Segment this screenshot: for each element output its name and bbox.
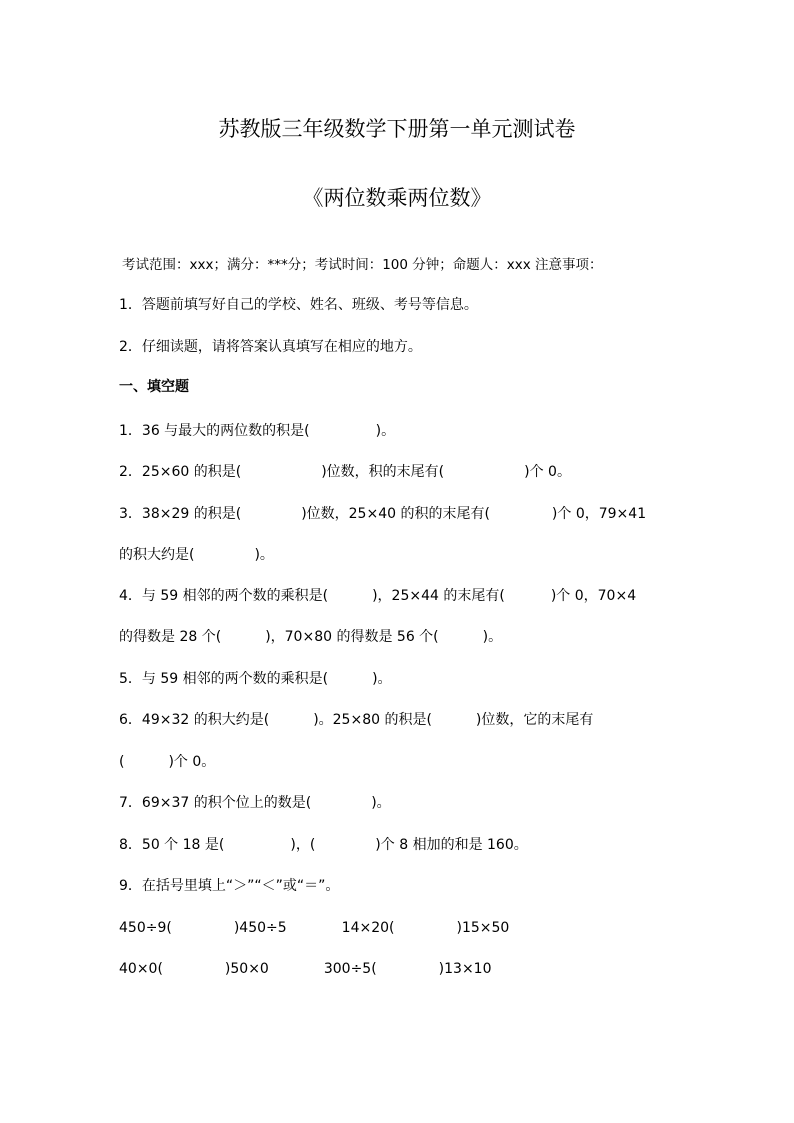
question-text: 5．与 59 相邻的两个数的乘积是( [119, 671, 329, 687]
question-8 [119, 836, 528, 854]
question-text: 6．49×32 的积大约是( [119, 712, 270, 728]
question-text: 9．在括号里填上“＞”“＜”或“＝”。 [119, 878, 340, 894]
question-text: 4．与 59 相邻的两个数的乘积是( [119, 588, 329, 604]
question-text: )。25×80 的积是( [313, 712, 432, 728]
question-text: 300÷5( [323, 961, 377, 977]
question-text: )，70×80 的得数是 56 个( [265, 629, 439, 645]
question-6 [119, 711, 593, 729]
question-3 [119, 505, 646, 523]
question-text: 1．36 与最大的两位数的积是( [119, 423, 310, 439]
notice-1: 1．答题前填写好自己的学校、姓名、班级、考号等信息。 [119, 297, 478, 313]
question-7 [119, 794, 391, 812]
question-text: )个 0。 [524, 464, 571, 480]
question-text: 的得数是 28 个( [119, 629, 222, 645]
question-text: )450÷5 [233, 920, 287, 936]
question-4 [119, 587, 636, 605]
question-text: )个 0，70×4 [550, 588, 637, 604]
question-text: 40×0( [119, 961, 163, 977]
notice-2: 2．仔细读题，请将答案认真填写在相应的地方。 [119, 339, 422, 355]
question-text: ( [119, 754, 125, 770]
page-subtitle: 《两位数乘两位数》 [302, 186, 492, 210]
question-text: )个 0。 [168, 754, 216, 770]
question-text: 3．38×29 的积是( [119, 506, 242, 522]
question-1 [119, 422, 395, 440]
question-text: )。 [375, 423, 396, 439]
question-text: )个 8 相加的和是 160。 [375, 837, 528, 853]
question-text: )位数，积的末尾有( [321, 464, 445, 480]
question-text: )位数，它的末尾有 [475, 712, 594, 728]
question-text: 7．69×37 的积个位上的数是( [119, 795, 312, 811]
question-text: )。 [254, 547, 274, 563]
question-3-continued [119, 546, 274, 564]
question-text: )。 [371, 795, 391, 811]
question-text: )，25×44 的末尾有( [372, 588, 505, 604]
question-text: 450÷9( [119, 920, 172, 936]
question-text: 14×20( [341, 920, 395, 936]
exam-info: 考试范围：xxx；满分：***分；考试时间：100 分钟；命题人：xxx 注意事项： [122, 257, 603, 273]
question-text: )。 [482, 629, 503, 645]
question-4-continued [119, 628, 502, 646]
question-text: )15×50 [456, 920, 510, 936]
question-6-continued [119, 753, 215, 771]
question-text: )个 0，79×41 [551, 506, 647, 522]
section-title-fill-blank: 一、填空题 [119, 379, 189, 395]
question-text: )，( [290, 837, 316, 853]
question-text: 2．25×60 的积是( [119, 464, 242, 480]
question-text: )。 [372, 671, 392, 687]
question-5 [119, 670, 392, 688]
question-9-row-2 [119, 960, 492, 978]
question-text: 的积大约是( [119, 547, 195, 563]
question-text: )位数，25×40 的积的末尾有( [301, 506, 490, 522]
question-text: )13×10 [438, 961, 492, 977]
page-title: 苏教版三年级数学下册第一单元测试卷 [218, 117, 576, 141]
question-9 [119, 877, 339, 895]
question-9-row-1 [119, 919, 509, 937]
question-2 [119, 463, 571, 481]
question-text: 8．50 个 18 是( [119, 837, 225, 853]
question-text: )50×0 [224, 961, 269, 977]
